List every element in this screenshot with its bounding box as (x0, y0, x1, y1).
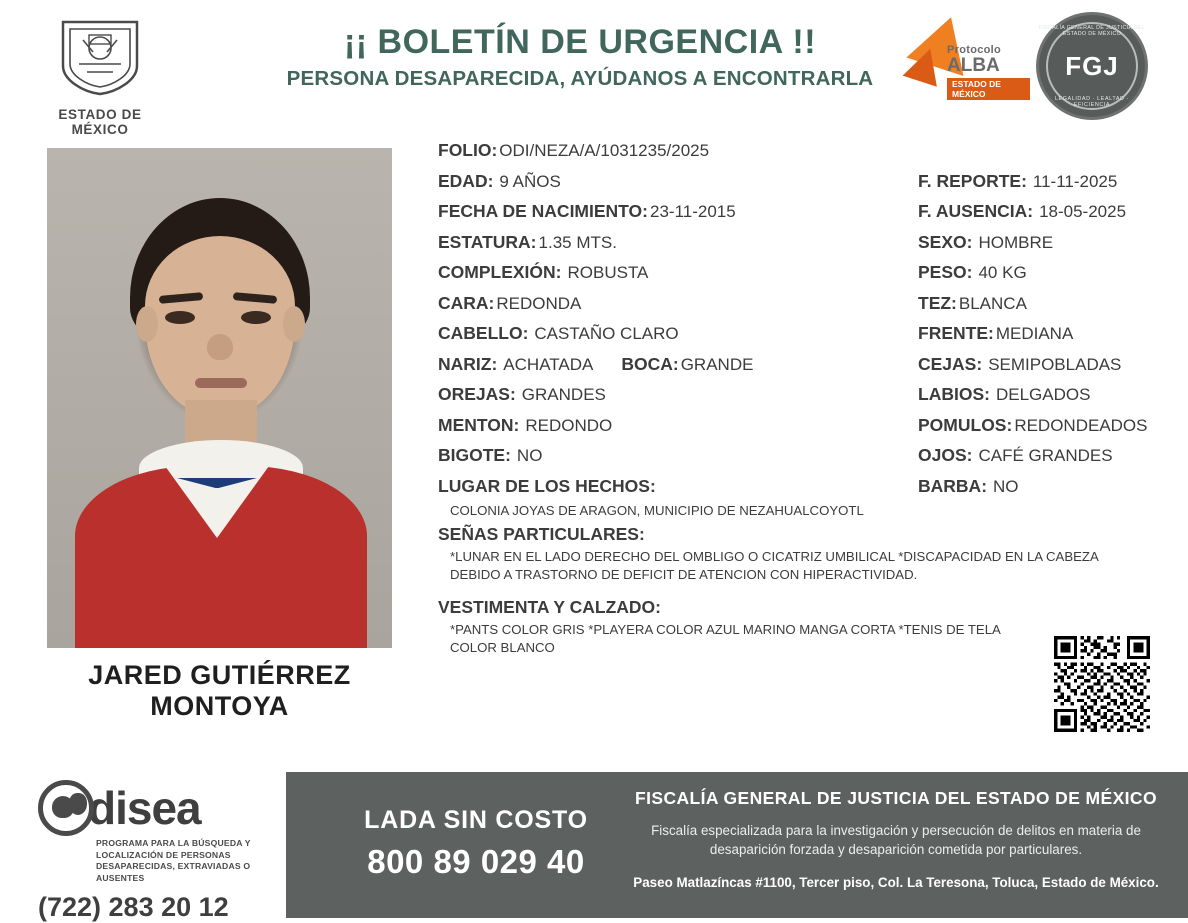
title-block (250, 24, 910, 91)
fgj-seal-top-text: FISCALÍA GENERAL DE JUSTICIA DEL ESTADO DE MÉXICO (1038, 25, 1146, 37)
frente-value: MEDIANA (995, 324, 1074, 343)
odisea-wordmark: disea (88, 782, 201, 834)
toll-free-block (326, 806, 626, 881)
photo-ear-left (136, 306, 158, 342)
fgj-seal-bottom-text: LEGALIDAD · LEALTAD · EFICIENCIA (1054, 96, 1130, 108)
field-complexion (438, 262, 828, 283)
complexion-value: ROBUSTA (567, 263, 649, 282)
field-estatura (438, 232, 828, 253)
alba-name-label: ALBA (947, 55, 1000, 76)
senas-value: *LUNAR EN EL LADO DERECHO DEL OMBLIGO O CICATRIZ UMBILICAL *DISCAPACIDAD EN LA CABEZA DEBIDO A TRASTORNO DE DEFICIT DE ATENCION CON HIPERACTIVIDAD. (450, 548, 1099, 582)
field-row-nariz-boca-cejas (438, 354, 1150, 375)
lugar-value: COLONIA JOYAS DE ARAGON, MUNICIPIO DE NEZAHUALCOYOTL (450, 503, 864, 518)
nariz-value: ACHATADA (503, 354, 594, 374)
ojos-value: CAFÉ GRANDES (978, 446, 1113, 465)
fgj-initials: FGJ (1065, 50, 1119, 81)
nariz-label: NARIZ: (438, 353, 498, 374)
menton-label: MENTON: (438, 414, 520, 435)
person-details (438, 140, 1150, 657)
fiscalia-description: Fiscalía especializada para la investigación y persecución de delitos en materia de desaparición forzada y desaparición cometida por particulares. (651, 823, 1141, 858)
field-orejas (438, 384, 828, 405)
photo-ear-right (283, 306, 305, 342)
cejas-value: SEMIPOBLADAS (988, 354, 1122, 374)
field-row-edad-reporte (438, 171, 1150, 192)
senas-label: SEÑAS PARTICULARES: (438, 523, 645, 544)
field-folio (438, 140, 1150, 161)
folio-value: ODI/NEZA/A/1031235/2025 (499, 141, 710, 160)
odisea-phone[interactable]: (722) 283 20 12 (38, 892, 229, 923)
field-menton (438, 415, 828, 436)
field-senas-particulares (438, 524, 1150, 584)
person-photo (47, 148, 392, 648)
field-labios (828, 384, 1150, 405)
bulletin-title: ¡¡ BOLETÍN DE URGENCIA !! (343, 23, 817, 61)
field-cabello (438, 323, 828, 344)
person-photo-image (47, 148, 392, 648)
field-row-folio (438, 140, 1150, 161)
field-row-cara-tez (438, 293, 1150, 314)
cara-value: REDONDA (496, 293, 582, 313)
vestimenta-label: VESTIMENTA Y CALZADO: (438, 597, 661, 618)
lugar-label: LUGAR DE LOS HECHOS: (438, 475, 656, 496)
field-pomulos (828, 415, 1150, 436)
pomulos-value: REDONDEADOS (1014, 415, 1148, 435)
lada-number[interactable]: 800 89 029 40 (367, 843, 585, 880)
fausencia-label: F. AUSENCIA: (918, 201, 1034, 221)
cabello-value: CASTAÑO CLARO (534, 324, 679, 343)
photo-mouth (195, 378, 247, 388)
orejas-label: OREJAS: (438, 384, 516, 404)
field-row-complexion-peso (438, 262, 1150, 283)
folio-label: FOLIO: (438, 140, 498, 160)
qr-code-icon (1054, 636, 1150, 732)
freporte-label: F. REPORTE: (918, 170, 1027, 191)
bulletin-subtitle: PERSONA DESAPARECIDA, AYÚDANOS A ENCONTRARLA (286, 67, 874, 91)
person-name-line1: JARED GUTIÉRREZ (88, 660, 351, 690)
barba-value: NO (993, 476, 1019, 496)
barba-label: BARBA: (918, 475, 988, 496)
alba-state-label: ESTADO DE MÉXICO (947, 78, 1030, 100)
fiscalia-block (616, 788, 1176, 893)
field-peso (828, 262, 1150, 283)
sexo-value: HOMBRE (978, 232, 1054, 252)
odisea-logo (38, 780, 288, 923)
field-sexo (828, 232, 1150, 253)
coat-of-arms-icon (57, 18, 143, 96)
estatura-label: ESTATURA: (438, 231, 537, 252)
odisea-head-shape (69, 793, 87, 815)
photo-face (145, 236, 295, 416)
peso-value: 40 KG (978, 263, 1027, 282)
alba-text (947, 44, 1030, 102)
frente-label: FRENTE: (918, 323, 994, 343)
labios-label: LABIOS: (918, 384, 990, 404)
photo-nose (207, 334, 233, 360)
fiscalia-address: Paseo Matlazíncas #1100, Tercer piso, Col. La Teresona, Toluca, Estado de México. (633, 874, 1159, 890)
boca-value: GRANDE (680, 354, 754, 374)
field-row-orejas-labios (438, 384, 1150, 405)
lada-label: LADA SIN COSTO (364, 806, 588, 834)
odisea-tagline: PROGRAMA PARA LA BÚSQUEDA Y LOCALIZACIÓN DE PERSONAS DESAPARECIDAS, EXTRAVIADAS O AUSENTES (96, 838, 251, 883)
peso-label: PESO: (918, 262, 973, 282)
photo-eye-left (165, 311, 195, 324)
cara-label: CARA: (438, 292, 495, 313)
qr-code[interactable] (1054, 636, 1150, 732)
field-fecha-ausencia (828, 201, 1150, 222)
state-coat-of-arms (30, 18, 170, 137)
photo-eye-right (241, 311, 271, 324)
odisea-paw-icon (38, 780, 94, 836)
fausencia-value: 18-05-2025 (1039, 202, 1127, 221)
fiscalia-title: FISCALÍA GENERAL DE JUSTICIA DEL ESTADO DE MÉXICO (635, 788, 1157, 808)
field-nariz-boca (438, 354, 828, 375)
bigote-value: NO (516, 446, 543, 465)
field-fecha-reporte (828, 171, 1150, 192)
field-ojos (828, 445, 1150, 466)
field-boca (621, 354, 753, 375)
field-vestimenta (438, 597, 1150, 657)
bigote-label: BIGOTE: (438, 445, 511, 465)
ojos-label: OJOS: (918, 445, 973, 465)
field-row-cabello-frente (438, 323, 1150, 344)
menton-value: REDONDO (525, 415, 613, 435)
field-row-lugar-barba (438, 476, 1150, 497)
odisea-logo-top (38, 780, 288, 836)
field-row-estatura-sexo (438, 232, 1150, 253)
person-name-line2: MONTOYA (150, 691, 289, 722)
field-tez (828, 293, 1150, 314)
fnacimiento-label: FECHA DE NACIMIENTO: (438, 201, 648, 221)
sexo-label: SEXO: (918, 231, 973, 252)
field-row-menton-pomulos (438, 415, 1150, 436)
fgj-seal (1036, 12, 1148, 120)
field-lugar-title (438, 476, 828, 497)
edad-label: EDAD: (438, 170, 494, 191)
cejas-label: CEJAS: (918, 353, 983, 374)
field-row-bigote-ojos (438, 445, 1150, 466)
field-frente (828, 323, 1150, 344)
poster-header (0, 0, 1188, 137)
field-edad (438, 171, 828, 192)
estatura-value: 1.35 MTS. (538, 232, 617, 252)
tez-value: BLANCA (958, 293, 1027, 313)
field-barba (828, 476, 1150, 497)
field-fecha-nacimiento (438, 201, 828, 222)
boca-label: BOCA: (621, 353, 679, 374)
complexion-label: COMPLEXIÓN: (438, 262, 562, 282)
footer-bar (286, 772, 1188, 918)
tez-label: TEZ: (918, 292, 957, 313)
field-bigote (438, 445, 828, 466)
field-row-nacimiento-ausencia (438, 201, 1150, 222)
orejas-value: GRANDES (521, 385, 606, 404)
field-cara (438, 293, 828, 314)
vestimenta-value: *PANTS COLOR GRIS *PLAYERA COLOR AZUL MARINO MANGA CORTA *TENIS DE TELA COLOR BLANCO (450, 622, 1001, 656)
freporte-value: 11-11-2025 (1032, 171, 1118, 191)
alba-protocolo-label: Protocolo (947, 44, 1002, 56)
field-cejas (828, 354, 1150, 375)
labios-value: DELGADOS (995, 385, 1091, 404)
person-name (47, 660, 392, 722)
pomulos-label: POMULOS: (918, 414, 1013, 435)
protocolo-alba-logo (905, 14, 1030, 118)
coat-of-arms-label: ESTADO DE MÉXICO (58, 107, 142, 137)
edad-value: 9 AÑOS (499, 171, 561, 191)
fnacimiento-value: 23-11-2015 (650, 202, 736, 221)
cabello-label: CABELLO: (438, 323, 529, 343)
